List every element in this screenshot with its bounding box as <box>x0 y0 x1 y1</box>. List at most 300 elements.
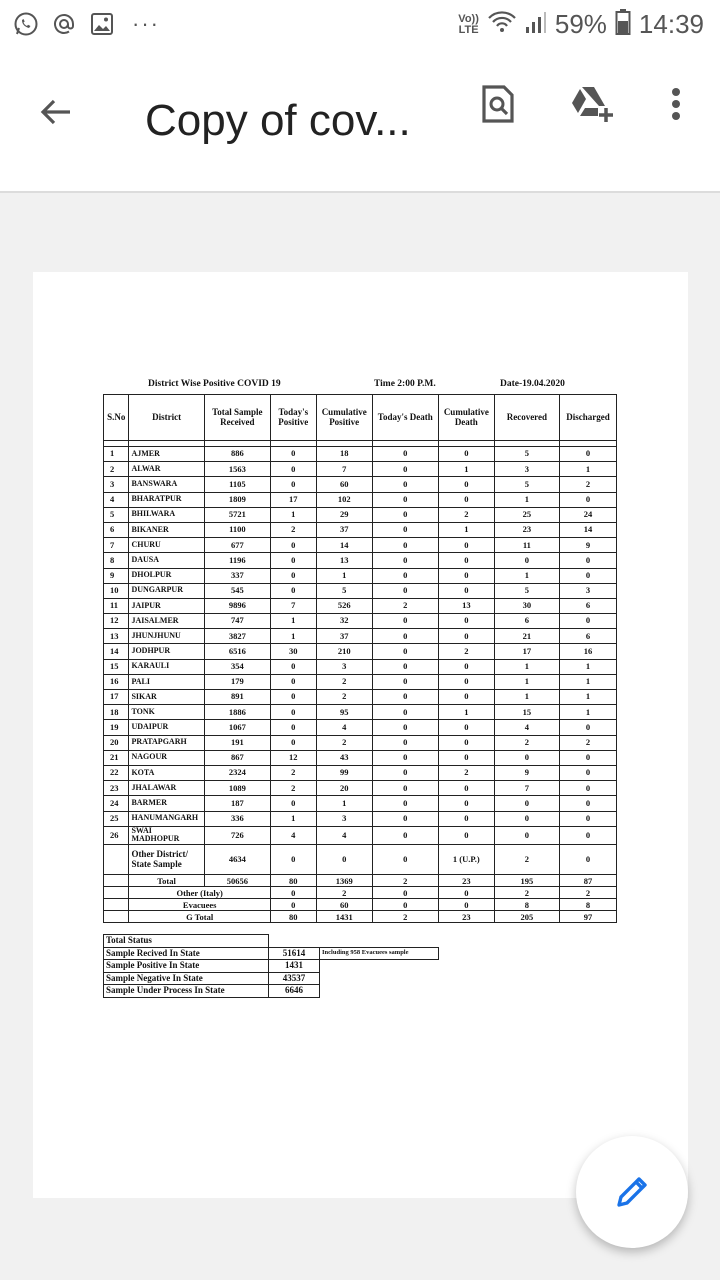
cell-today-death: 0 <box>372 614 438 629</box>
cell-recovered: 1 <box>494 568 559 583</box>
clock: 14:39 <box>638 9 704 39</box>
cell-cum-pos: 1369 <box>316 875 372 887</box>
cell-today-pos: 30 <box>270 644 316 659</box>
cell-today-death: 0 <box>372 735 438 750</box>
cell-district: KARAULI <box>129 659 204 674</box>
cell-today-pos: 80 <box>270 911 316 923</box>
cell-sno: 19 <box>104 720 129 735</box>
cell-today-pos: 2 <box>270 781 316 796</box>
cell-today-pos: 1 <box>270 614 316 629</box>
cell-today-death: 0 <box>372 629 438 644</box>
cell-today-death: 0 <box>372 477 438 492</box>
cell-cum-pos: 60 <box>316 899 372 911</box>
cell-district: PRATAPGARH <box>129 735 204 750</box>
table-row <box>104 796 617 811</box>
cell-total: 1196 <box>204 553 270 568</box>
cell-cum-pos: 32 <box>316 614 372 629</box>
cell-total: 3827 <box>204 629 270 644</box>
cell-total-label: Evacuees <box>129 899 270 911</box>
cell-district: JODHPUR <box>129 644 204 659</box>
cell-today-pos: 0 <box>270 674 316 689</box>
cell-today-death: 0 <box>372 492 438 507</box>
cell-today-death: 0 <box>372 644 438 659</box>
cell-recovered: 9 <box>494 765 559 780</box>
cell-today-death: 0 <box>372 811 438 826</box>
cell-today-death: 0 <box>372 887 438 899</box>
cell-cum-pos: 13 <box>316 553 372 568</box>
cell-cum-death: 23 <box>438 911 494 923</box>
cell-discharged: 0 <box>559 720 616 735</box>
wifi-icon <box>487 9 517 40</box>
cell-cum-pos: 2 <box>316 690 372 705</box>
more-options-button[interactable] <box>654 78 698 130</box>
cell-sno: 17 <box>104 690 129 705</box>
cell-total: 1100 <box>204 522 270 537</box>
cell-discharged: 8 <box>559 899 616 911</box>
cell-sno: 14 <box>104 644 129 659</box>
cell-district: KOTA <box>129 765 204 780</box>
cell-cum-pos: 3 <box>316 811 372 826</box>
status-bar <box>0 0 720 50</box>
table-row <box>104 568 617 583</box>
cell-cum-death: 0 <box>438 690 494 705</box>
battery-icon <box>615 8 631 41</box>
cell-today-death: 0 <box>372 507 438 522</box>
cell-recovered: 23 <box>494 522 559 537</box>
table-row <box>104 553 617 568</box>
back-button[interactable] <box>30 86 82 138</box>
more-notifications-icon: ··· <box>132 11 160 36</box>
cell-district: HANUMANGARH <box>129 811 204 826</box>
table-row-total <box>104 899 617 911</box>
cell-cum-death: 0 <box>438 447 494 462</box>
cell-sno: 24 <box>104 796 129 811</box>
cell-cum-pos: 4 <box>316 826 372 845</box>
table-row <box>104 522 617 537</box>
at-sign-icon <box>50 10 78 38</box>
cell-sno: 18 <box>104 705 129 720</box>
cell-today-death: 0 <box>372 447 438 462</box>
cell-district: PALI <box>129 674 204 689</box>
table-row <box>104 705 617 720</box>
cell-today-death: 2 <box>372 598 438 613</box>
cell-discharged: 2 <box>559 735 616 750</box>
cell-recovered: 4 <box>494 720 559 735</box>
cell-district: NAGOUR <box>129 750 204 765</box>
cell-cum-pos: 29 <box>316 507 372 522</box>
cell-cum-pos: 37 <box>316 522 372 537</box>
table-row <box>104 811 617 826</box>
cell-today-pos: 0 <box>270 705 316 720</box>
cell-total: 867 <box>204 750 270 765</box>
cell-today-death: 0 <box>372 462 438 477</box>
cell-cum-pos: 3 <box>316 659 372 674</box>
column-header: Discharged <box>559 395 616 441</box>
volte-indicator: Vo)) LTE <box>458 12 479 36</box>
status-value: 43537 <box>269 972 320 985</box>
cell-today-pos: 4 <box>270 826 316 845</box>
cell-today-death: 2 <box>372 911 438 923</box>
add-to-drive-button[interactable] <box>566 78 618 130</box>
cell-sno: 23 <box>104 781 129 796</box>
cell-cum-pos: 2 <box>316 674 372 689</box>
cell-cum-death: 0 <box>438 492 494 507</box>
cell-cum-death: 0 <box>438 659 494 674</box>
cell-cum-pos: 0 <box>316 845 372 875</box>
cell-cum-pos: 2 <box>316 735 372 750</box>
cell-today-death: 0 <box>372 690 438 705</box>
heading-date: Date-19.04.2020 <box>500 379 565 389</box>
cell-discharged: 9 <box>559 538 616 553</box>
table-row <box>104 690 617 705</box>
cell-total: 354 <box>204 659 270 674</box>
cell-district: SWAI MADHOPUR <box>129 826 204 845</box>
cell-total: 9896 <box>204 598 270 613</box>
cell-recovered: 5 <box>494 583 559 598</box>
status-note: Including 958 Evacuees sample <box>320 947 439 960</box>
cell-recovered: 0 <box>494 553 559 568</box>
cell-total: 337 <box>204 568 270 583</box>
table-row <box>104 462 617 477</box>
cell-total: 5721 <box>204 507 270 522</box>
cell-recovered: 8 <box>494 899 559 911</box>
cell-today-pos: 0 <box>270 735 316 750</box>
cell-total: 50656 <box>204 875 270 887</box>
cell-recovered: 0 <box>494 811 559 826</box>
cell-recovered: 2 <box>494 887 559 899</box>
cell-discharged: 1 <box>559 462 616 477</box>
cell-discharged: 6 <box>559 598 616 613</box>
cell-cum-pos: 14 <box>316 538 372 553</box>
cell-district: DAUSA <box>129 553 204 568</box>
column-header: Today's Positive <box>270 395 316 441</box>
cell-sno: 4 <box>104 492 129 507</box>
cell-recovered: 7 <box>494 781 559 796</box>
cell-cum-pos: 95 <box>316 705 372 720</box>
cell-recovered: 1 <box>494 690 559 705</box>
cell-total: 891 <box>204 690 270 705</box>
cell-recovered: 2 <box>494 845 559 875</box>
cell-total: 187 <box>204 796 270 811</box>
cell-discharged: 0 <box>559 614 616 629</box>
cell-today-death: 0 <box>372 568 438 583</box>
table-row <box>104 750 617 765</box>
cell-today-pos: 2 <box>270 765 316 780</box>
back-arrow-icon <box>38 94 74 130</box>
cell-today-death: 0 <box>372 659 438 674</box>
cell-total: 6516 <box>204 644 270 659</box>
cell-recovered: 11 <box>494 538 559 553</box>
whatsapp-icon <box>12 10 40 38</box>
drive-add-icon <box>569 84 615 124</box>
cell-today-death: 0 <box>372 845 438 875</box>
cell-today-pos: 0 <box>270 553 316 568</box>
table-row <box>104 629 617 644</box>
cell-recovered: 15 <box>494 705 559 720</box>
cell-district: UDAIPUR <box>129 720 204 735</box>
cell-recovered: 0 <box>494 826 559 845</box>
table-header-row <box>104 395 617 441</box>
cell-sno: 16 <box>104 674 129 689</box>
cell-today-pos: 0 <box>270 568 316 583</box>
cell-today-death: 0 <box>372 750 438 765</box>
cell-discharged: 24 <box>559 507 616 522</box>
cell-cum-death: 0 <box>438 477 494 492</box>
cell-today-death: 0 <box>372 781 438 796</box>
cell-discharged: 0 <box>559 750 616 765</box>
cell-sno: 15 <box>104 659 129 674</box>
table-body <box>104 441 617 923</box>
document-search-icon <box>480 84 516 124</box>
cell-recovered: 205 <box>494 911 559 923</box>
status-value: 51614 <box>269 947 320 960</box>
cell-discharged: 1 <box>559 705 616 720</box>
cell-discharged: 1 <box>559 674 616 689</box>
heading-time: Time 2:00 P.M. <box>374 379 436 389</box>
document-page[interactable] <box>33 272 688 1198</box>
cell-cum-pos: 7 <box>316 462 372 477</box>
cell-today-pos: 0 <box>270 583 316 598</box>
cell-district: ALWAR <box>129 462 204 477</box>
cell-total: 1809 <box>204 492 270 507</box>
cell-cum-death: 0 <box>438 568 494 583</box>
cell-district: JAISALMER <box>129 614 204 629</box>
cell-today-death: 0 <box>372 826 438 845</box>
cell-discharged: 2 <box>559 887 616 899</box>
cell-today-death: 0 <box>372 899 438 911</box>
find-in-document-button[interactable] <box>472 78 524 130</box>
battery-percent: 59% <box>554 9 607 39</box>
cell-today-pos: 0 <box>270 796 316 811</box>
cell-total-label: Total <box>129 875 204 887</box>
cell-cum-death: 1 <box>438 522 494 537</box>
cell-district: TONK <box>129 705 204 720</box>
cell-total: 1105 <box>204 477 270 492</box>
cell-today-death: 0 <box>372 796 438 811</box>
cell-district: JAIPUR <box>129 598 204 613</box>
cell-cum-death: 0 <box>438 583 494 598</box>
cell-recovered: 5 <box>494 477 559 492</box>
cell-cum-pos: 43 <box>316 750 372 765</box>
cell-cum-death: 0 <box>438 887 494 899</box>
cell-district: BIKANER <box>129 522 204 537</box>
cell-total: 1563 <box>204 462 270 477</box>
cell-sno: 8 <box>104 553 129 568</box>
cell-discharged: 0 <box>559 447 616 462</box>
cell-today-death: 2 <box>372 875 438 887</box>
cell-district: BANSWARA <box>129 477 204 492</box>
cell-cum-death: 0 <box>438 826 494 845</box>
pencil-icon <box>612 1172 652 1212</box>
cell-recovered: 0 <box>494 750 559 765</box>
cell-today-pos: 0 <box>270 899 316 911</box>
cell-today-death: 0 <box>372 583 438 598</box>
cell-total-label: G Total <box>129 911 270 923</box>
cell-sno: 26 <box>104 826 129 845</box>
cell-cum-death: 0 <box>438 553 494 568</box>
table-row <box>104 720 617 735</box>
table-row <box>104 781 617 796</box>
cell-cum-pos: 99 <box>316 765 372 780</box>
cell-today-pos: 1 <box>270 507 316 522</box>
cell-district: JHUNJHUNU <box>129 629 204 644</box>
cell-cum-death: 2 <box>438 765 494 780</box>
gallery-icon <box>88 10 116 38</box>
status-label: Sample Positive In State <box>104 960 269 973</box>
table-row <box>104 659 617 674</box>
cell-total-label: Other (Italy) <box>129 887 270 899</box>
column-header: Cumulative Death <box>438 395 494 441</box>
document-title: Copy of cov... <box>145 96 411 145</box>
cell-cum-pos: 1 <box>316 568 372 583</box>
table-row <box>104 644 617 659</box>
cell-cum-death: 0 <box>438 674 494 689</box>
cell-total: 747 <box>204 614 270 629</box>
cell-today-pos: 0 <box>270 720 316 735</box>
status-label: Sample Negative In State <box>104 972 269 985</box>
cell-cum-death: 0 <box>438 781 494 796</box>
cell-today-pos: 0 <box>270 462 316 477</box>
cell-recovered: 2 <box>494 735 559 750</box>
cell-today-pos: 1 <box>270 629 316 644</box>
column-header: Total Sample Received <box>204 395 270 441</box>
cell-cum-death: 13 <box>438 598 494 613</box>
cell-today-pos: 0 <box>270 690 316 705</box>
cell-today-pos: 0 <box>270 887 316 899</box>
cell-discharged: 0 <box>559 811 616 826</box>
cell-sno: 1 <box>104 447 129 462</box>
cell-discharged: 0 <box>559 765 616 780</box>
cell-cum-death: 0 <box>438 735 494 750</box>
cell-recovered: 25 <box>494 507 559 522</box>
cell-total: 677 <box>204 538 270 553</box>
cell-cum-death: 0 <box>438 538 494 553</box>
cell-discharged: 14 <box>559 522 616 537</box>
column-header: Cumulative Positive <box>316 395 372 441</box>
cell-sno: 2 <box>104 462 129 477</box>
cell-cum-pos: 20 <box>316 781 372 796</box>
cell-district: BHILWARA <box>129 507 204 522</box>
cell-today-pos: 7 <box>270 598 316 613</box>
cell-cum-death: 1 <box>438 705 494 720</box>
app-bar <box>0 50 720 193</box>
cell-cum-death: 0 <box>438 614 494 629</box>
cell-district: BHARATPUR <box>129 492 204 507</box>
covid-district-table <box>103 394 617 923</box>
cell-cum-death: 0 <box>438 750 494 765</box>
cell-discharged: 0 <box>559 781 616 796</box>
cell-discharged: 0 <box>559 553 616 568</box>
cell-cum-pos: 18 <box>316 447 372 462</box>
cell-district: CHURU <box>129 538 204 553</box>
status-value: 1431 <box>269 960 320 973</box>
cell-today-pos: 0 <box>270 845 316 875</box>
table-row <box>104 674 617 689</box>
cell-cum-pos: 5 <box>316 583 372 598</box>
cell-total: 2324 <box>204 765 270 780</box>
cell-discharged: 3 <box>559 583 616 598</box>
cell-today-death: 0 <box>372 674 438 689</box>
cell-cum-pos: 60 <box>316 477 372 492</box>
cell-discharged: 2 <box>559 477 616 492</box>
cell-discharged: 16 <box>559 644 616 659</box>
cell-cum-death: 0 <box>438 811 494 826</box>
cell-discharged: 6 <box>559 629 616 644</box>
cell-district: DHOLPUR <box>129 568 204 583</box>
cell-district: JHALAWAR <box>129 781 204 796</box>
cell-cum-death: 0 <box>438 629 494 644</box>
cell-total: 545 <box>204 583 270 598</box>
table-row <box>104 735 617 750</box>
cell-discharged: 0 <box>559 568 616 583</box>
cell-discharged: 0 <box>559 826 616 845</box>
cell-district: AJMER <box>129 447 204 462</box>
cell-total: 191 <box>204 735 270 750</box>
cell-cum-pos: 4 <box>316 720 372 735</box>
cell-cum-death: 0 <box>438 720 494 735</box>
cell-sno: 11 <box>104 598 129 613</box>
cell-recovered: 5 <box>494 447 559 462</box>
cell-today-death: 0 <box>372 553 438 568</box>
more-vert-icon <box>670 86 682 122</box>
cell-today-death: 0 <box>372 720 438 735</box>
cell-district: BARMER <box>129 796 204 811</box>
cell-today-death: 0 <box>372 522 438 537</box>
table-row-total <box>104 875 617 887</box>
heading-title: District Wise Positive COVID 19 <box>148 379 281 389</box>
cell-cum-death: 0 <box>438 899 494 911</box>
cell-today-pos: 80 <box>270 875 316 887</box>
cell-cum-pos: 210 <box>316 644 372 659</box>
table-row <box>104 598 617 613</box>
cell-sno: 7 <box>104 538 129 553</box>
cell-recovered: 0 <box>494 796 559 811</box>
cell-sno: 25 <box>104 811 129 826</box>
table-row <box>104 477 617 492</box>
cell-cum-pos: 2 <box>316 887 372 899</box>
table-row <box>104 538 617 553</box>
cell-discharged: 0 <box>559 796 616 811</box>
table-row <box>104 492 617 507</box>
cell-today-pos: 0 <box>270 447 316 462</box>
cell-sno: 6 <box>104 522 129 537</box>
cell-discharged: 97 <box>559 911 616 923</box>
cell-today-death: 0 <box>372 538 438 553</box>
cell-recovered: 1 <box>494 492 559 507</box>
table-row <box>104 826 617 845</box>
cell-district: Other District/ State Sample <box>129 845 204 875</box>
cell-recovered: 1 <box>494 674 559 689</box>
cell-cum-pos: 1 <box>316 796 372 811</box>
column-header: Recovered <box>494 395 559 441</box>
cell-sno: 13 <box>104 629 129 644</box>
cell-recovered: 6 <box>494 614 559 629</box>
cell-today-pos: 0 <box>270 659 316 674</box>
cell-sno: 5 <box>104 507 129 522</box>
edit-fab-button[interactable] <box>576 1136 688 1248</box>
cell-sno: 21 <box>104 750 129 765</box>
column-header: Today's Death <box>372 395 438 441</box>
table-row <box>104 447 617 462</box>
cell-today-pos: 0 <box>270 477 316 492</box>
signal-icon <box>525 9 547 40</box>
cell-cum-pos: 37 <box>316 629 372 644</box>
cell-discharged: 0 <box>559 492 616 507</box>
table-row <box>104 765 617 780</box>
cell-cum-death: 2 <box>438 507 494 522</box>
cell-total: 4634 <box>204 845 270 875</box>
cell-today-pos: 17 <box>270 492 316 507</box>
